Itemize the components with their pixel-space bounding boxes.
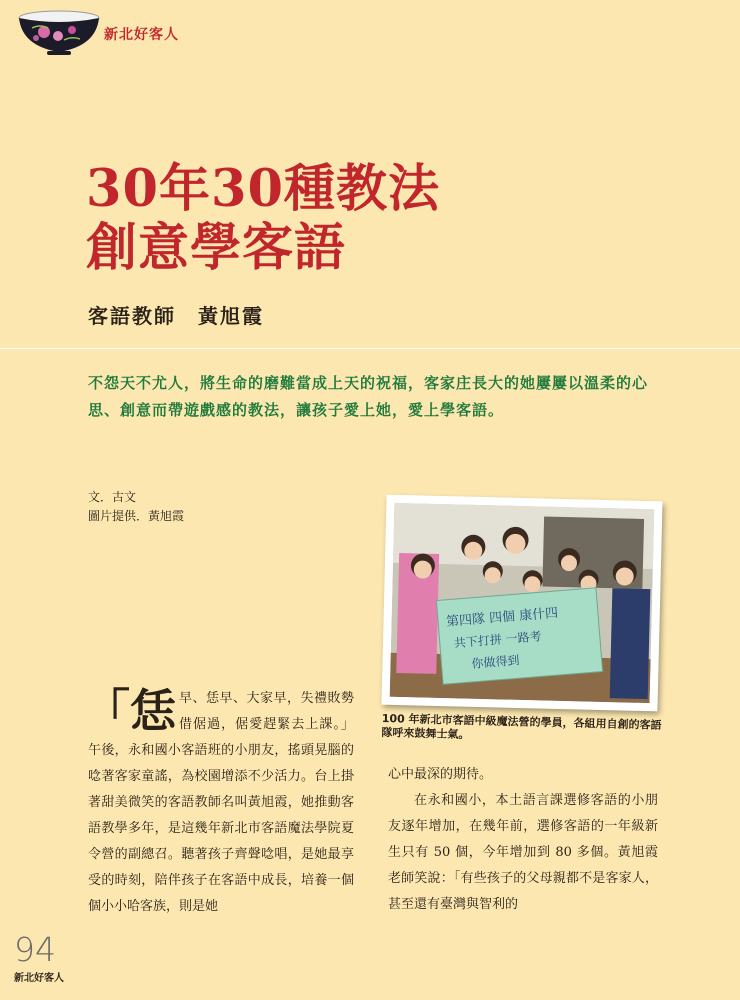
dropcap: 「恁 (84, 684, 176, 738)
porcelain-bowl-icon (14, 8, 104, 60)
title-line: 30年30種教法 (86, 159, 440, 219)
body-paragraph (84, 684, 354, 920)
body-column-right (388, 762, 658, 918)
body-column-left (84, 684, 354, 920)
lead-paragraph: 不怨天不尤人，將生命的磨難當成上天的祝福，客家庄長大的她屢屢以溫柔的心思、創意而帶遊戲感的教法，讓孩子愛上她，愛上學客語。 (88, 374, 649, 419)
footer-section-tag: 新北好客人 (14, 973, 64, 984)
photo-caption: 100 年新北市客語中級魔法營的學員，各組用自創的客語隊呼來鼓舞士氣。 (381, 712, 662, 742)
body-text: 早、恁早、大家早，失禮敗勢借倨過，倨愛趕緊去上課。」午後，永和國小客語班的小朋友，搖頭晃腦的唸著客家童謠，為校園增添不少活力。台上掛著甜美微笑的客語教師名叫黃旭霞，她推動客語教學多年，是這幾年新北市客語魔法學院夏令營的副總召。聽著孩子齊聲唸唱，是她最享受的時刻，陪伴孩子在客語中成長，培養一個個小小哈客族，則是她 (88, 691, 354, 914)
body-continuation: 心中最深的期待。 (388, 767, 493, 782)
body-paragraph: 在永和國小，本土語言課選修客語的小朋友逐年增加，在幾年前，選修客語的一年級新生只有 50 個，今年增加到 80 多個。黃旭霞老師笑說：「有些孩子的父母親都不是客家人，甚至還有臺灣與智利的 (388, 793, 658, 912)
photo-banner: 第四隊 四個 康什四 (445, 605, 559, 630)
page-title (86, 160, 440, 278)
divider (0, 348, 740, 349)
byline (88, 488, 184, 526)
svg-text:你做得到: 你做得到 (471, 653, 521, 671)
author-credit: 文．古文 (88, 490, 137, 504)
photo-credit: 圖片提供．黃旭霞 (88, 509, 185, 523)
page-number: 94 (14, 930, 56, 969)
subtitle: 客語教師 黃旭霞 (88, 304, 264, 328)
section-tag: 新北好客人 (104, 27, 179, 43)
group-photo (381, 495, 662, 712)
title-line: 創意學客語 (86, 218, 347, 278)
svg-text:共下打拼 一路考: 共下打拼 一路考 (453, 629, 542, 651)
